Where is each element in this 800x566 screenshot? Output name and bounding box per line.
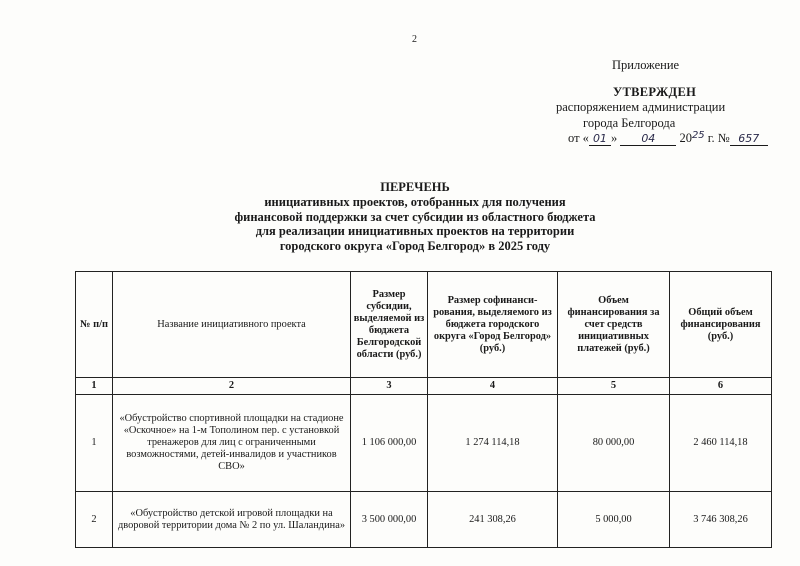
row-number: 2 xyxy=(76,492,113,548)
table-row xyxy=(76,492,772,548)
document-title xyxy=(150,180,680,254)
title-line: для реализации инициативных проектов на территории xyxy=(255,224,575,239)
date-mid: » xyxy=(610,131,618,145)
date-day: 01 xyxy=(589,133,611,146)
page-number: 2 xyxy=(412,34,417,45)
title-heading: ПЕРЕЧЕНЬ xyxy=(380,180,450,194)
approval-date-line xyxy=(568,130,768,146)
header-number: № п/п xyxy=(76,272,113,378)
total-amount: 3 746 308,26 xyxy=(670,492,772,548)
subsidy-amount: 3 500 000,00 xyxy=(351,492,428,548)
column-number: 3 xyxy=(351,378,428,395)
table-header-row xyxy=(76,272,772,378)
appendix-label: Приложение xyxy=(612,58,680,72)
column-number: 6 xyxy=(670,378,772,395)
project-name: «Обустройство спортивной площадки на стадионе «Оскочное» на 1-м Тополином пер. с установкой тренажеров для лиц с ограниченными возможностями, детей-инвалидов и участников СВО» xyxy=(113,395,351,492)
date-year-after: г. № xyxy=(704,131,730,145)
header-cofinancing: Размер софинанси-рования, выделяемого из бюджета городского округа «Город Белгород» (руб.) xyxy=(428,272,558,378)
column-number: 5 xyxy=(558,378,670,395)
project-name: «Обустройство детской игровой площадки на дворовой территории дома № 2 по ул. Шаландина» xyxy=(113,492,351,548)
document-number: 657 xyxy=(730,133,768,146)
projects-table xyxy=(75,271,772,548)
approved-by-line: распоряжением администрации xyxy=(556,100,726,114)
row-number: 1 xyxy=(76,395,113,492)
date-prefix: от « xyxy=(568,131,589,145)
title-line: финансовой поддержки за счет субсидии из областного бюджета xyxy=(234,209,596,224)
header-project-name: Название инициативного проекта xyxy=(113,272,351,378)
initiative-amount: 80 000,00 xyxy=(558,395,670,492)
column-number: 2 xyxy=(113,378,351,395)
header-initiative-payments: Объем финансирования за счет средств инициативных платежей (руб.) xyxy=(558,272,670,378)
column-number: 1 xyxy=(76,378,113,395)
total-amount: 2 460 114,18 xyxy=(670,395,772,492)
subsidy-amount: 1 106 000,00 xyxy=(351,395,428,492)
header-total: Общий объем финансирования (руб.) xyxy=(670,272,772,378)
header-subsidy: Размер субсидии, выделяемой из бюджета Белгородской области (руб.) xyxy=(351,272,428,378)
title-line: городского округа «Город Белгород» в 2025 году xyxy=(279,239,551,254)
cofinancing-amount: 1 274 114,18 xyxy=(428,395,558,492)
column-number-row xyxy=(76,378,772,395)
cofinancing-amount: 241 308,26 xyxy=(428,492,558,548)
table-row xyxy=(76,395,772,492)
approved-title: УТВЕРЖДЕН xyxy=(613,85,697,99)
title-line: инициативных проектов, отобранных для получения xyxy=(264,194,566,209)
date-year-prefix: 20 xyxy=(679,131,692,145)
approved-authority-line: города Белгорода xyxy=(583,116,676,130)
initiative-amount: 5 000,00 xyxy=(558,492,670,548)
column-number: 4 xyxy=(428,378,558,395)
date-year-suffix: 25 xyxy=(691,130,705,141)
date-month: 04 xyxy=(620,133,676,146)
